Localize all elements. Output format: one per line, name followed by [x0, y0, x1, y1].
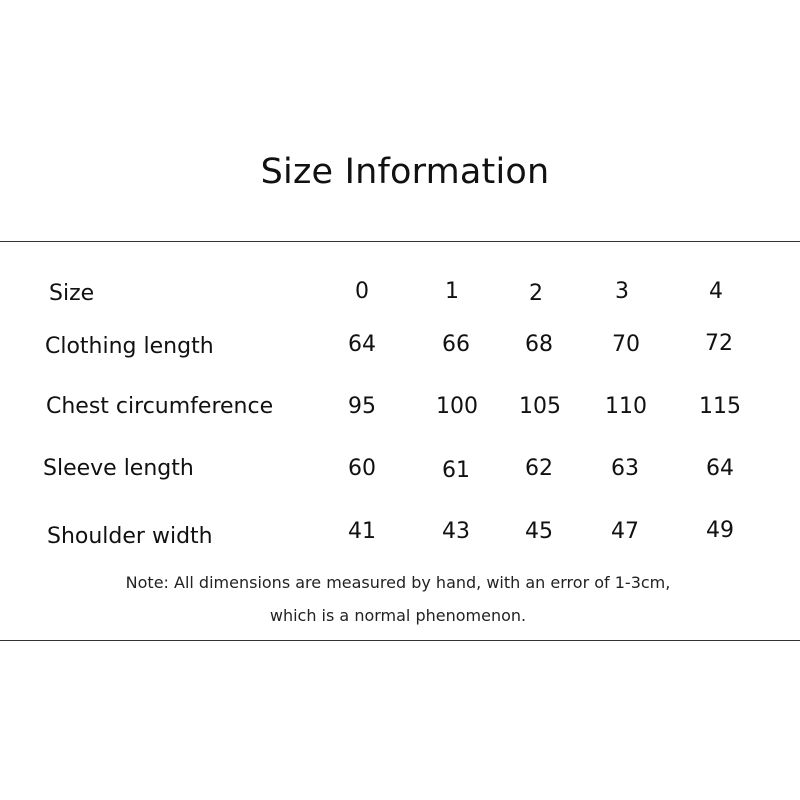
table-cell: 100 — [436, 394, 478, 419]
table-cell: 72 — [705, 331, 733, 356]
table-cell: 64 — [348, 332, 376, 357]
row-label: Clothing length — [45, 334, 214, 359]
header-size-1: 1 — [445, 279, 459, 304]
table-cell: 63 — [611, 456, 639, 481]
table-cell: 61 — [442, 458, 470, 483]
row-label: Sleeve length — [43, 456, 194, 481]
top-divider — [0, 241, 800, 242]
header-size-2: 2 — [529, 281, 543, 306]
bottom-divider — [0, 640, 800, 641]
table-cell: 66 — [442, 332, 470, 357]
table-cell: 43 — [442, 519, 470, 544]
table-cell: 68 — [525, 332, 553, 357]
table-cell: 49 — [706, 518, 734, 543]
table-cell: 41 — [348, 519, 376, 544]
table-cell: 105 — [519, 394, 561, 419]
table-cell: 64 — [706, 456, 734, 481]
note-line-2: which is a normal phenomenon. — [269, 606, 527, 625]
table-cell: 45 — [525, 519, 553, 544]
table-cell: 70 — [612, 332, 640, 357]
header-size-4: 4 — [709, 279, 723, 304]
header-label: Size — [49, 281, 95, 306]
header-size-3: 3 — [615, 279, 629, 304]
table-cell: 95 — [348, 394, 376, 419]
table-cell: 62 — [525, 456, 553, 481]
header-size-0: 0 — [355, 279, 369, 304]
table-cell: 110 — [605, 394, 647, 419]
page-title: Size Information — [260, 152, 550, 192]
table-cell: 60 — [348, 456, 376, 481]
note-line-1: Note: All dimensions are measured by hand, with an error of 1-3cm, — [125, 573, 671, 592]
row-label: Shoulder width — [47, 524, 213, 549]
table-cell: 115 — [699, 394, 741, 419]
row-label: Chest circumference — [46, 394, 274, 419]
table-cell: 47 — [611, 519, 639, 544]
